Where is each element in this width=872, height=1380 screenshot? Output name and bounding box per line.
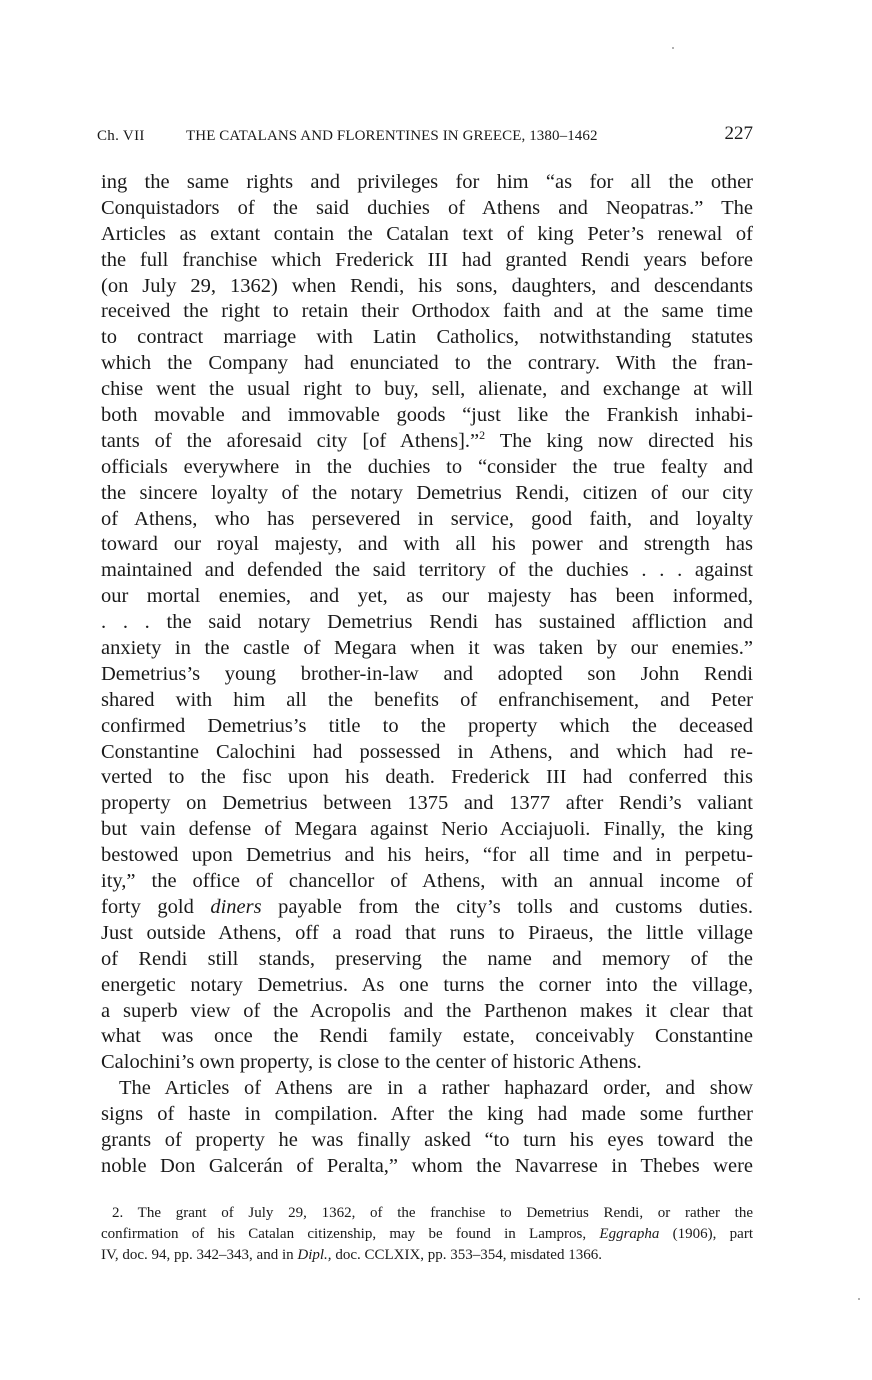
- text-line: Conquistadors of the said duchies of Athens and Neopatras.” The: [101, 196, 753, 219]
- text-line: noble Don Galcerán of Peralta,” whom the Navarrese in Thebes were: [101, 1154, 753, 1177]
- text-line: maintained and defended the said territory of the duchies . . . against: [101, 559, 753, 582]
- text-segment: tants of the aforesaid city [of Athens].”: [101, 429, 480, 452]
- text-line: Calochini’s own property, is close to the center of historic Athens.: [101, 1051, 642, 1074]
- chapter-label: Ch. VII: [97, 128, 145, 144]
- text-line-with-footnote-ref: [101, 429, 753, 455]
- italic-title: Dipl.,: [297, 1247, 332, 1263]
- footnote-ref[interactable]: 2: [479, 428, 486, 443]
- text-segment: The king now directed his: [485, 429, 753, 452]
- text-segment: IV, doc. 94, pp. 342–343, and in: [101, 1247, 298, 1263]
- text-line: Constantine Calochini had possessed in Athens, and which had re-: [101, 740, 753, 763]
- text-line: property on Demetrius between 1375 and 1377 after Rendi’s valiant: [101, 792, 753, 815]
- text-line: Demetrius’s young brother-in-law and adopted son John Rendi: [101, 662, 753, 685]
- text-line: chise went the usual right to buy, sell, alienate, and exchange at will: [101, 378, 753, 401]
- text-line: energetic notary Demetrius. As one turns the corner into the village,: [101, 973, 753, 996]
- text-line: Articles as extant contain the Catalan text of king Peter’s renewal of: [101, 222, 753, 245]
- text-line: of Athens, who has persevered in service, good faith, and loyalty: [101, 507, 753, 530]
- text-segment: payable from the city’s tolls and customs duties.: [261, 895, 753, 918]
- footnote-line: [101, 1245, 753, 1266]
- text-line: ing the same rights and privileges for him “as for all the other: [101, 171, 753, 193]
- paragraph-start-line: The Articles of Athens are in a rather haphazard order, and show: [119, 1077, 753, 1100]
- scan-speck: [672, 47, 674, 49]
- footnote-line: [101, 1224, 753, 1245]
- scan-speck: [858, 1298, 860, 1300]
- text-line: . . . the said notary Demetrius Rendi has sustained affliction and: [101, 611, 753, 634]
- text-segment: forty gold: [101, 895, 211, 918]
- text-line: verted to the fisc upon his death. Frederick III had conferred this: [101, 766, 753, 789]
- text-line: (on July 29, 1362) when Rendi, his sons, daughters, and descendants: [101, 274, 753, 297]
- text-line-with-italic: [101, 895, 753, 921]
- text-line: anxiety in the castle of Megara when it was taken by our enemies.”: [101, 637, 753, 660]
- text-line: Just outside Athens, off a road that runs to Piraeus, the little village: [101, 921, 753, 944]
- text-line: shared with him all the benefits of enfranchisement, and Peter: [101, 688, 753, 711]
- footnotes: [101, 1203, 753, 1266]
- text-segment: confirmation of his Catalan citizenship, may be found in Lampros,: [101, 1226, 600, 1242]
- text-line: to contract marriage with Latin Catholics, notwithstanding statutes: [101, 326, 753, 349]
- body-text: [101, 170, 753, 1180]
- footnote-line: 2. The grant of July 29, 1362, of the franchise to Demetrius Rendi, or rather the: [112, 1205, 753, 1221]
- text-line: but vain defense of Megara against Nerio Acciajuoli. Finally, the king: [101, 818, 753, 841]
- text-line: signs of haste in compilation. After the king had made some further: [101, 1103, 753, 1126]
- running-title: THE CATALANS AND FLORENTINES IN GREECE, 1380–1462: [186, 128, 598, 144]
- running-head: [97, 123, 753, 150]
- text-line: our mortal enemies, and yet, as our majesty has been informed,: [101, 585, 753, 608]
- text-line: which the Company had enunciated to the contrary. With the fran-: [101, 352, 753, 375]
- text-line: bestowed upon Demetrius and his heirs, “for all time and in perpetu-: [101, 844, 753, 867]
- page-number: 227: [724, 123, 753, 144]
- italic-term: diners: [210, 895, 262, 918]
- text-line: confirmed Demetrius’s title to the property which the deceased: [101, 714, 753, 737]
- text-line: both movable and immovable goods “just like the Frankish inhabi-: [101, 404, 753, 427]
- text-line: the full franchise which Frederick III had granted Rendi years before: [101, 248, 753, 271]
- text-segment: doc. CCLXIX, pp. 353–354, misdated 1366.: [331, 1247, 602, 1263]
- text-line: officials everywhere in the duchies to “consider the true fealty and: [101, 455, 753, 478]
- text-line: grants of property he was finally asked “to turn his eyes toward the: [101, 1128, 753, 1151]
- text-line: a superb view of the Acropolis and the Parthenon makes it clear that: [101, 999, 753, 1022]
- text-line: the sincere loyalty of the notary Demetrius Rendi, citizen of our city: [101, 481, 753, 504]
- text-segment: (1906), part: [659, 1226, 753, 1242]
- text-line: what was once the Rendi family estate, conceivably Constantine: [101, 1025, 753, 1048]
- text-line: ity,” the office of chancellor of Athens, with an annual income of: [101, 870, 753, 893]
- text-line: received the right to retain their Orthodox faith and at the same time: [101, 300, 753, 323]
- italic-title: Eggrapha: [599, 1226, 660, 1242]
- text-line: of Rendi still stands, preserving the name and memory of the: [101, 947, 753, 970]
- text-line: toward our royal majesty, and with all his power and strength has: [101, 533, 753, 556]
